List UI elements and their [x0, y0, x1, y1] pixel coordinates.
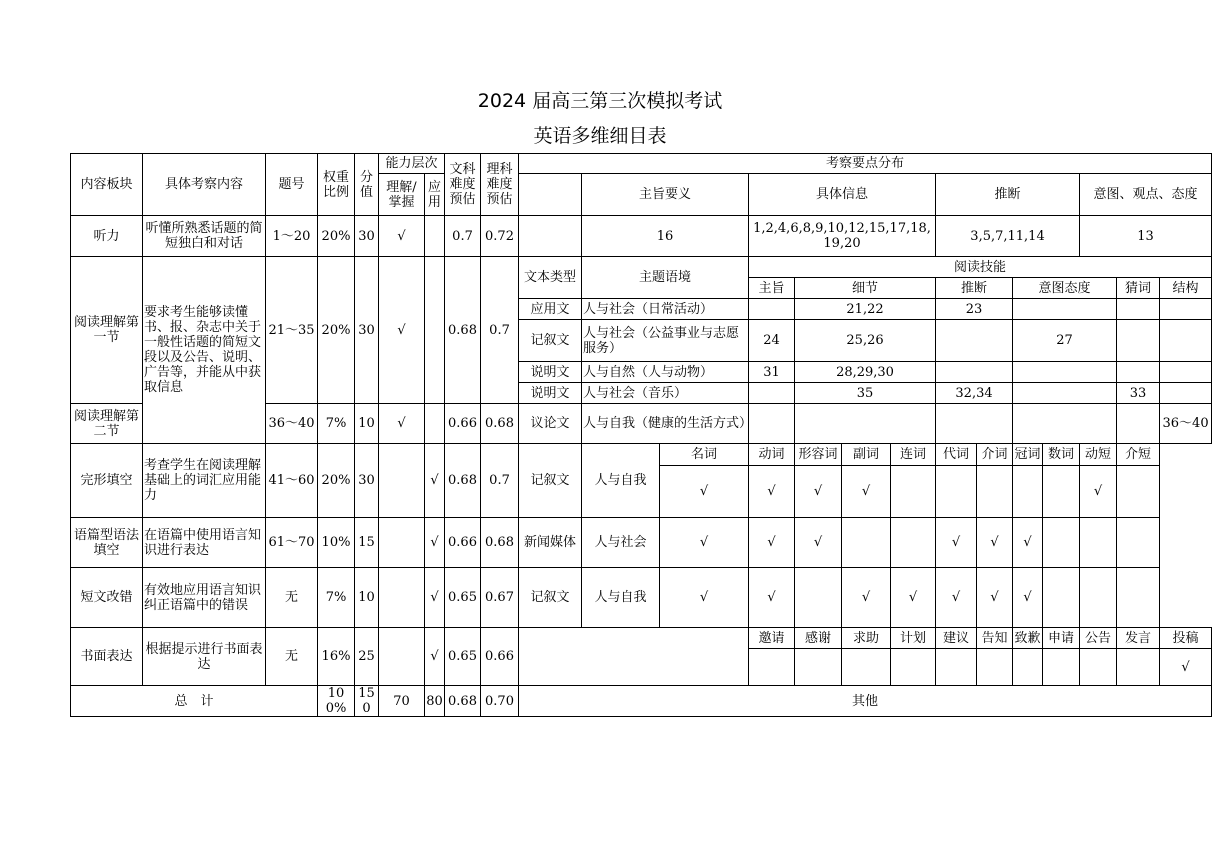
skill-structure	[1160, 299, 1212, 320]
skill-guess	[1117, 404, 1160, 444]
writing-type: 建议	[936, 628, 977, 649]
header-content-block: 内容板块	[71, 154, 143, 216]
skill-header: 结构	[1160, 278, 1212, 299]
pos-header: 动词	[749, 444, 795, 466]
block-content: 有效地应用语言知识纠正语篇中的错误	[143, 568, 266, 628]
apply-check: √	[425, 628, 445, 686]
skill-detail: 28,29,30	[795, 362, 936, 383]
check-mark	[1043, 649, 1080, 686]
arts-difficulty: 0.66	[445, 404, 481, 444]
check-mark	[1043, 518, 1080, 568]
header-row	[71, 154, 1212, 174]
header-apply: 应用	[425, 174, 445, 216]
header-detail-info: 具体信息	[749, 174, 936, 216]
total-arts-difficulty: 0.68	[445, 686, 481, 717]
check-mark	[842, 649, 891, 686]
header-arts-difficulty: 文科难度预估	[445, 154, 481, 216]
understand-check	[379, 568, 425, 628]
header-understand: 理解/掌握	[379, 174, 425, 216]
check-mark	[1117, 649, 1160, 686]
check-mark	[891, 518, 936, 568]
reading-row	[71, 257, 1212, 278]
score: 30	[355, 216, 379, 257]
block-name: 听力	[71, 216, 143, 257]
arts-difficulty: 0.7	[445, 216, 481, 257]
arts-difficulty: 0.68	[445, 257, 481, 404]
total-weight: 100%	[318, 686, 355, 717]
check-mark	[936, 649, 977, 686]
weight: 16%	[318, 628, 355, 686]
pos-header: 动短	[1080, 444, 1117, 466]
skill-structure	[1160, 320, 1212, 362]
check-mark	[1117, 568, 1160, 628]
skill-guess: 33	[1117, 383, 1160, 404]
score: 30	[355, 257, 379, 404]
block-name: 书面表达	[71, 628, 143, 686]
main-idea-items: 16	[582, 216, 749, 257]
understand-check: √	[379, 257, 425, 404]
writing-type: 致歉	[1013, 628, 1043, 649]
check-mark	[1117, 518, 1160, 568]
skill-header: 主旨	[749, 278, 795, 299]
check-mark: √	[1013, 568, 1043, 628]
weight: 7%	[318, 404, 355, 444]
science-difficulty: 0.67	[481, 568, 519, 628]
apply-check: √	[425, 568, 445, 628]
score: 25	[355, 628, 379, 686]
check-mark	[1043, 466, 1080, 518]
score: 10	[355, 404, 379, 444]
total-other: 其他	[519, 686, 1212, 717]
science-difficulty: 0.68	[481, 404, 519, 444]
header-question-number: 题号	[266, 154, 318, 216]
text-type: 记叙文	[519, 568, 582, 628]
check-mark: √	[660, 518, 749, 568]
check-mark: √	[1160, 649, 1212, 686]
check-mark: √	[891, 568, 936, 628]
check-mark: √	[749, 518, 795, 568]
block-content: 根据提示进行书面表达	[143, 628, 266, 686]
text-type: 议论文	[519, 404, 582, 444]
skill-main: 24	[749, 320, 795, 362]
header-text-type: 文本类型	[519, 257, 582, 299]
check-mark	[977, 649, 1013, 686]
total-row	[71, 686, 1212, 717]
skill-guess	[1117, 299, 1160, 320]
check-mark: √	[660, 568, 749, 628]
understand-check	[379, 518, 425, 568]
understand-check	[379, 628, 425, 686]
check-mark	[1013, 649, 1043, 686]
science-difficulty: 0.66	[481, 628, 519, 686]
pos-header: 副词	[842, 444, 891, 466]
theme: 人与自我	[582, 444, 660, 518]
apply-check	[425, 404, 445, 444]
check-mark: √	[936, 568, 977, 628]
pos-header: 冠词	[1013, 444, 1043, 466]
writing-type: 求助	[842, 628, 891, 649]
skill-header: 意图态度	[1013, 278, 1117, 299]
text-type: 说明文	[519, 383, 582, 404]
detail-items: 1,2,4,6,8,9,10,12,15,17,18,19,20	[749, 216, 936, 257]
page-subtitle: 英语多维细目表	[533, 125, 667, 147]
question-range: 41～60	[266, 444, 318, 518]
header-score: 分值	[355, 154, 379, 216]
block-content: 听懂所熟悉话题的简短独白和对话	[143, 216, 266, 257]
block-name: 语篇型语法填空	[71, 518, 143, 568]
pos-header: 介短	[1117, 444, 1160, 466]
block-name: 阅读理解第一节	[71, 257, 143, 404]
weight: 10%	[318, 518, 355, 568]
block-name: 完形填空	[71, 444, 143, 518]
check-mark: √	[1080, 466, 1117, 518]
writing-type: 申请	[1043, 628, 1080, 649]
text-type: 记叙文	[519, 320, 582, 362]
check-mark	[1080, 568, 1117, 628]
theme: 人与社会	[582, 518, 660, 568]
question-range: 36～40	[266, 404, 318, 444]
check-mark: √	[977, 518, 1013, 568]
pos-header: 数词	[1043, 444, 1080, 466]
skill-structure	[1160, 362, 1212, 383]
header-inference: 推断	[936, 174, 1080, 216]
skill-inference: 32,34	[936, 383, 1013, 404]
check-mark: √	[749, 466, 795, 518]
skill-inference: 23	[936, 299, 1013, 320]
header-attitude: 意图、观点、态度	[1080, 174, 1212, 216]
header-specific-content: 具体考察内容	[143, 154, 266, 216]
check-mark	[1013, 466, 1043, 518]
theme: 人与自然（人与动物）	[582, 362, 749, 383]
block-name: 阅读理解第二节	[71, 404, 143, 444]
total-apply: 80	[425, 686, 445, 717]
check-mark: √	[795, 518, 842, 568]
header-weight: 权重比例	[318, 154, 355, 216]
writing-type: 投稿	[1160, 628, 1212, 649]
writing-type: 发言	[1117, 628, 1160, 649]
arts-difficulty: 0.65	[445, 628, 481, 686]
total-science-difficulty: 0.70	[481, 686, 519, 717]
text-type: 应用文	[519, 299, 582, 320]
writing-type: 邀请	[749, 628, 795, 649]
header-science-difficulty: 理科难度预估	[481, 154, 519, 216]
total-score: 150	[355, 686, 379, 717]
understand-check: √	[379, 216, 425, 257]
writing-type: 告知	[977, 628, 1013, 649]
arts-difficulty: 0.65	[445, 568, 481, 628]
text-type: 新闻媒体	[519, 518, 582, 568]
header-theme: 主题语境	[582, 257, 749, 299]
skill-header: 细节	[795, 278, 936, 299]
score: 15	[355, 518, 379, 568]
skill-detail: 21,22	[795, 299, 936, 320]
check-mark	[1043, 568, 1080, 628]
check-mark: √	[842, 466, 891, 518]
skill-structure: 36～40	[1160, 404, 1212, 444]
arts-difficulty: 0.66	[445, 518, 481, 568]
header-reading-skills: 阅读技能	[749, 257, 1212, 278]
question-range: 61～70	[266, 518, 318, 568]
listening-row	[71, 216, 1212, 257]
science-difficulty: 0.7	[481, 444, 519, 518]
writing-type: 公告	[1080, 628, 1117, 649]
skill-detail: 25,26	[795, 320, 936, 362]
score: 10	[355, 568, 379, 628]
writing-type: 感谢	[795, 628, 842, 649]
check-mark: √	[795, 466, 842, 518]
skill-main	[749, 299, 795, 320]
block-content: 要求考生能够读懂书、报、杂志中关于一般性话题的简短文段以及公告、说明、广告等，并能从中获取信息	[143, 257, 266, 444]
block-name: 短文改错	[71, 568, 143, 628]
arts-difficulty: 0.68	[445, 444, 481, 518]
attitude-items: 13	[1080, 216, 1212, 257]
check-mark: √	[1013, 518, 1043, 568]
theme: 人与社会（日常活动）	[582, 299, 749, 320]
skill-detail: 35	[795, 383, 936, 404]
science-difficulty: 0.7	[481, 257, 519, 404]
skill-attitude: 27	[1013, 320, 1117, 362]
skill-attitude	[1013, 383, 1117, 404]
check-mark	[749, 649, 795, 686]
header-blank	[519, 174, 582, 216]
page-title: 2024 届高三第三次模拟考试	[477, 90, 723, 112]
apply-check: √	[425, 518, 445, 568]
apply-check	[425, 257, 445, 404]
check-mark	[977, 466, 1013, 518]
question-range: 无	[266, 568, 318, 628]
understand-check	[379, 444, 425, 518]
writing-type: 计划	[891, 628, 936, 649]
writing-row	[71, 628, 1212, 649]
weight: 20%	[318, 257, 355, 404]
theme: 人与自我（健康的生活方式）	[582, 404, 749, 444]
check-mark: √	[749, 568, 795, 628]
blank-cell	[519, 216, 582, 257]
understand-check: √	[379, 404, 425, 444]
question-range: 无	[266, 628, 318, 686]
check-mark	[936, 466, 977, 518]
check-mark	[891, 649, 936, 686]
weight: 20%	[318, 216, 355, 257]
header-distribution: 考察要点分布	[519, 154, 1212, 174]
check-mark: √	[660, 466, 749, 518]
block-content: 在语篇中使用语言知识进行表达	[143, 518, 266, 568]
pos-header: 代词	[936, 444, 977, 466]
check-mark	[795, 649, 842, 686]
block-content: 考查学生在阅读理解基础上的词汇应用能力	[143, 444, 266, 518]
skill-header: 猜词	[1117, 278, 1160, 299]
check-mark: √	[842, 568, 891, 628]
check-mark	[1080, 518, 1117, 568]
skill-detail	[795, 404, 936, 444]
theme: 人与社会（公益事业与志愿服务）	[582, 320, 749, 362]
pos-header: 连词	[891, 444, 936, 466]
skill-structure	[1160, 383, 1212, 404]
check-mark: √	[936, 518, 977, 568]
check-mark	[1080, 649, 1117, 686]
skill-attitude	[1013, 299, 1117, 320]
skill-guess	[1117, 320, 1160, 362]
total-understand: 70	[379, 686, 425, 717]
check-mark	[842, 518, 891, 568]
check-mark: √	[977, 568, 1013, 628]
blank-cell	[519, 628, 749, 686]
specification-table	[70, 153, 1212, 717]
apply-check	[425, 216, 445, 257]
theme: 人与自我	[582, 568, 660, 628]
skill-main	[749, 404, 795, 444]
pos-header: 形容词	[795, 444, 842, 466]
question-range: 21～35	[266, 257, 318, 404]
skill-inference	[936, 362, 1013, 383]
weight: 20%	[318, 444, 355, 518]
skill-header: 推断	[936, 278, 1013, 299]
science-difficulty: 0.68	[481, 518, 519, 568]
total-label: 总 计	[71, 686, 318, 717]
check-mark	[1117, 466, 1160, 518]
science-difficulty: 0.72	[481, 216, 519, 257]
correction-row	[71, 568, 1212, 628]
check-mark	[795, 568, 842, 628]
score: 30	[355, 444, 379, 518]
text-type: 记叙文	[519, 444, 582, 518]
inference-items: 3,5,7,11,14	[936, 216, 1080, 257]
cloze-row	[71, 444, 1212, 466]
skill-inference	[936, 320, 1013, 362]
theme: 人与社会（音乐）	[582, 383, 749, 404]
pos-header: 介词	[977, 444, 1013, 466]
skill-attitude	[1013, 404, 1117, 444]
apply-check: √	[425, 444, 445, 518]
weight: 7%	[318, 568, 355, 628]
skill-main	[749, 383, 795, 404]
skill-guess	[1117, 362, 1160, 383]
header-ability-level: 能力层次	[379, 154, 445, 174]
skill-inference	[936, 404, 1013, 444]
skill-main: 31	[749, 362, 795, 383]
pos-header: 名词	[660, 444, 749, 466]
text-type: 说明文	[519, 362, 582, 383]
header-main-idea: 主旨要义	[582, 174, 749, 216]
grammar-row	[71, 518, 1212, 568]
question-range: 1～20	[266, 216, 318, 257]
skill-attitude	[1013, 362, 1117, 383]
check-mark	[891, 466, 936, 518]
